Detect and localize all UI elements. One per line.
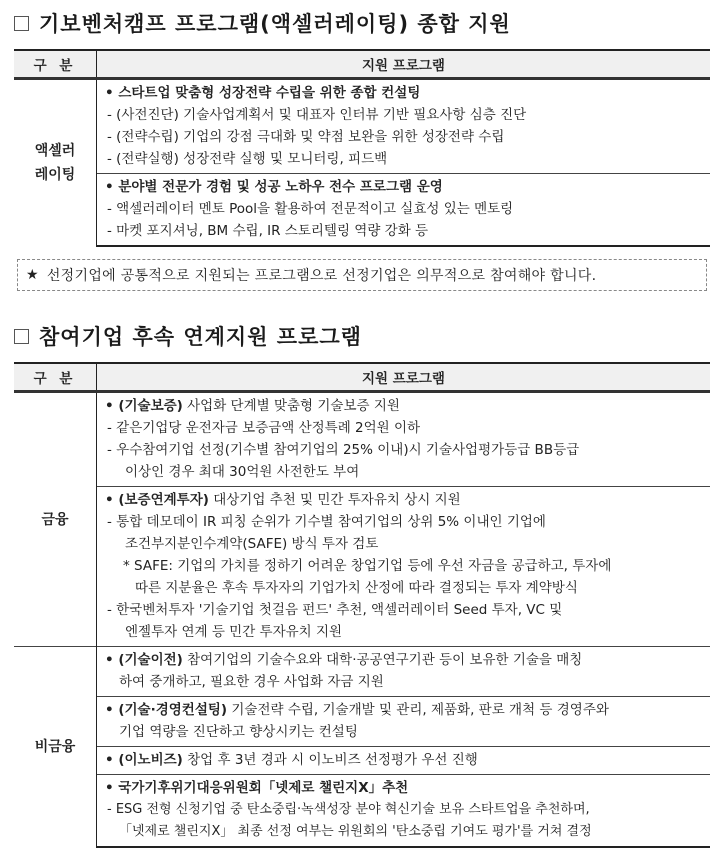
header-category: 구 분 xyxy=(14,363,97,392)
program-heading: • 분야별 전문가 경험 및 성공 노하우 전수 프로그램 운영 xyxy=(105,179,443,195)
program-item-cont: 하여 중개하고, 필요한 경우 사업화 자금 지원 xyxy=(119,674,384,690)
followup-table xyxy=(14,362,710,848)
program-heading-bold: • (기술·경영컨설팅) xyxy=(105,702,228,718)
program-note: * SAFE: 기업의 가치를 정하기 어려운 창업기업 등에 우선 자금을 공급하고, 투자에 xyxy=(123,558,612,574)
program-item: - (전략실행) 성장전략 실행 및 모니터링, 피드백 xyxy=(107,151,388,167)
program-heading-rest: 창업 후 3년 경과 시 이노비즈 선정평가 우선 진행 xyxy=(182,752,478,768)
section-title-text: 기보벤처캠프 프로그램(액셀러레이팅) 종합 지원 xyxy=(39,12,511,36)
category-finance: 금융 xyxy=(14,392,97,647)
category-label-line2: 레이팅 xyxy=(34,167,76,183)
program-item: - 액셀러레이터 멘토 Pool을 활용하여 전문적이고 실효성 있는 멘토링 xyxy=(107,201,514,217)
program-item: - (전략수립) 기업의 강점 극대화 및 약점 보완을 위한 성장전략 수립 xyxy=(107,129,505,145)
section-title-followup xyxy=(14,321,362,351)
checkbox-icon xyxy=(14,329,29,344)
program-heading: • 국가기후위기대응위원회「넷제로 챌린지X」추천 xyxy=(105,780,409,796)
program-heading-bold: • (기술이전) xyxy=(105,652,183,668)
section-title-accelerating xyxy=(14,8,511,38)
section-title-text: 참여기업 후속 연계지원 프로그램 xyxy=(39,325,362,349)
program-item-cont: 기업 역량을 진단하고 향상시키는 컨설팅 xyxy=(119,724,358,740)
program-group xyxy=(97,747,711,775)
table-row xyxy=(14,79,710,174)
program-group xyxy=(97,79,711,174)
program-item: - 마켓 포지셔닝, BM 수립, IR 스토리텔링 역량 강화 등 xyxy=(107,223,429,239)
program-heading xyxy=(105,699,704,721)
program-heading xyxy=(105,489,704,511)
table-row xyxy=(14,747,710,775)
program-item-cont: 이상인 경우 최대 30억원 사전한도 부여 xyxy=(125,464,360,480)
program-heading-rest: 사업화 단계별 맞춤형 기술보증 지원 xyxy=(182,398,400,414)
program-heading-rest: 참여기업의 기술수요와 대학·공공연구기관 등이 보유한 기술을 매칭 xyxy=(182,652,583,668)
table-row xyxy=(14,487,710,647)
star-icon: ★ xyxy=(26,267,39,283)
notice-box xyxy=(17,259,707,291)
program-heading-rest: 대상기업 추천 및 민간 투자유치 상시 지원 xyxy=(208,492,461,508)
category-nonfinance: 비금융 xyxy=(14,647,97,848)
table-row xyxy=(14,697,710,747)
program-item: - 같은기업당 운전자금 보증금액 산정특례 2억원 이하 xyxy=(107,420,421,436)
program-group xyxy=(97,174,711,247)
program-item: - 우수참여기업 선정(기수별 참여기업의 25% 이내)시 기술사업평가등급 BB등급 xyxy=(107,442,580,458)
program-group xyxy=(97,647,711,697)
header-program: 지원 프로그램 xyxy=(97,363,711,392)
program-item: - ESG 전형 신청기업 중 탄소중립·녹색성장 분야 혁신기술 보유 스타트업을 추천하며, xyxy=(107,802,590,817)
accelerating-table xyxy=(14,49,710,247)
notice-text: 선정기업에 공통적으로 지원되는 프로그램으로 선정기업은 의무적으로 참여해야 합니다. xyxy=(46,268,597,284)
program-heading xyxy=(105,395,704,417)
category-accelerating xyxy=(14,79,97,247)
table-header-row xyxy=(14,50,710,79)
program-heading-rest: 기술전략 수립, 기술개발 및 관리, 제품화, 판로 개척 등 경영주와 xyxy=(227,702,609,718)
program-item-cont: 조건부지분인수계약(SAFE) 방식 투자 검토 xyxy=(125,536,379,552)
program-group xyxy=(97,487,711,647)
program-item-cont: 「넷제로 챌린지X」 최종 선정 여부는 위원회의 '탄소중립 기여도 평가'를 거쳐 결정 xyxy=(119,824,592,839)
table-row xyxy=(14,174,710,247)
program-group xyxy=(97,697,711,747)
program-group xyxy=(97,775,711,848)
program-item: - 한국벤처투자 '기술기업 첫걸음 펀드' 추천, 액셀러레이터 Seed 투자, VC 및 xyxy=(107,602,563,618)
program-group xyxy=(97,392,711,487)
program-item: - 통합 데모데이 IR 피칭 순위가 기수별 참여기업의 상위 5% 이내인 기업에 xyxy=(107,514,546,530)
program-heading-bold: • (이노비즈) xyxy=(105,752,183,768)
category-label-line1: 액셀러 xyxy=(34,143,76,159)
checkbox-icon xyxy=(14,16,29,31)
program-heading-bold: • (기술보증) xyxy=(105,398,183,414)
header-category: 구 분 xyxy=(14,50,97,79)
program-heading-bold: • (보증연계투자) xyxy=(105,492,209,508)
table-row xyxy=(14,775,710,848)
program-heading: • 스타트업 맞춤형 성장전략 수립을 위한 종합 컨설팅 xyxy=(105,85,421,101)
program-item-cont: 엔젤투자 연계 등 민간 투자유치 지원 xyxy=(125,624,343,640)
table-row xyxy=(14,647,710,697)
program-note-cont: 따른 지분율은 후속 투자자의 기업가치 산정에 따라 결정되는 투자 계약방식 xyxy=(135,580,578,596)
program-item: - (사전진단) 기술사업계획서 및 대표자 인터뷰 기반 필요사항 심층 진단 xyxy=(107,107,527,123)
program-heading xyxy=(105,749,704,771)
table-header-row xyxy=(14,363,710,392)
program-heading xyxy=(105,649,704,671)
table-row xyxy=(14,392,710,487)
header-program: 지원 프로그램 xyxy=(97,50,711,79)
